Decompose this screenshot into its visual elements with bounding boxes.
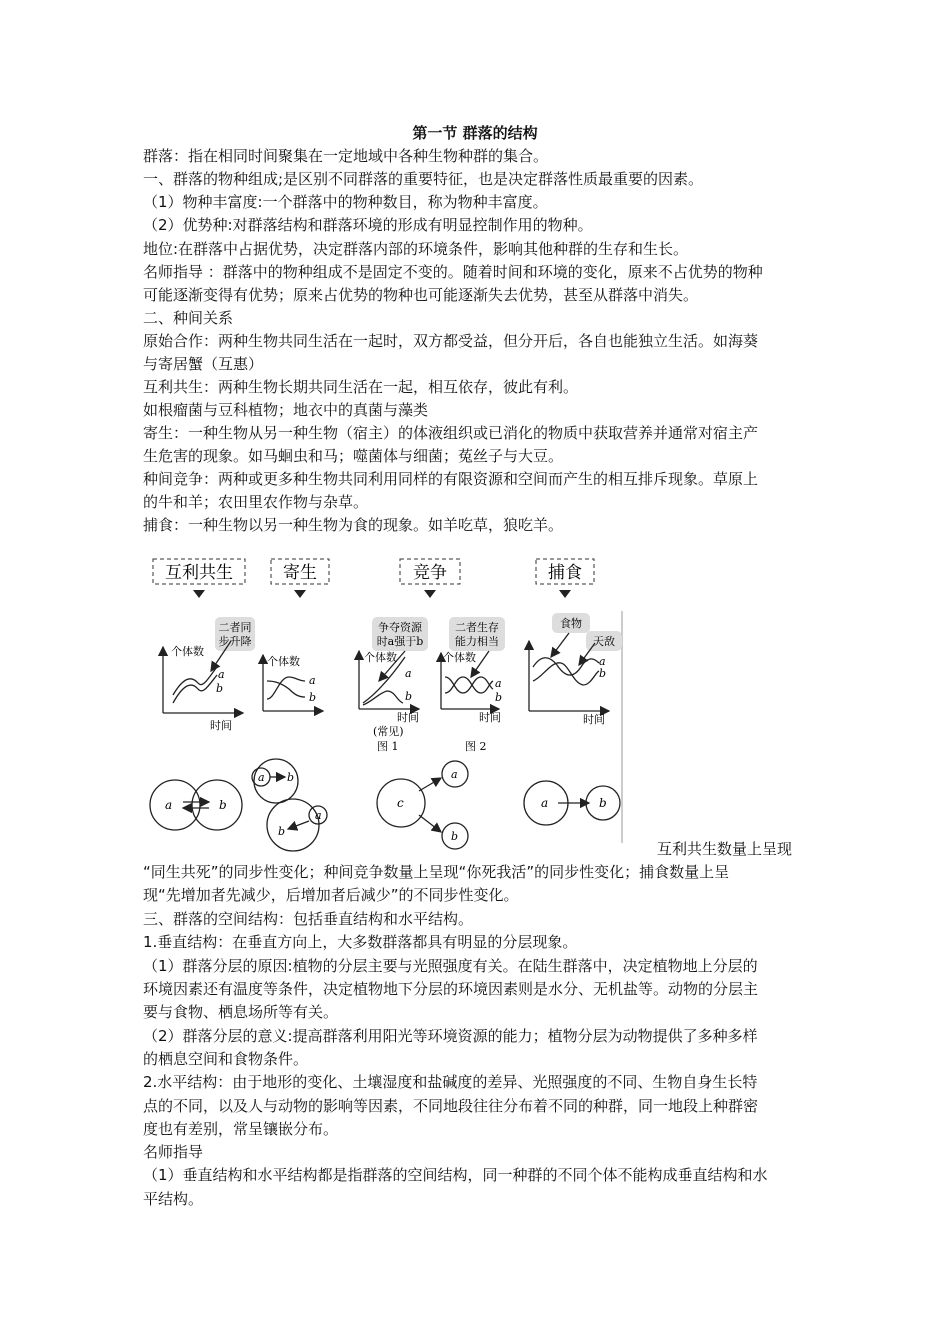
text-line: 的栖息空间和食物条件。 xyxy=(143,1050,309,1068)
svg-text:a: a xyxy=(451,768,458,781)
text-line: （1）群落分层的原因:植物的分层主要与光照强度有关。在陆生群落中，决定植物地上分层的 xyxy=(143,957,758,975)
text-line: 的牛和羊；农田里农作物与杂草。 xyxy=(143,493,369,511)
svg-text:二者同: 二者同 xyxy=(218,621,252,634)
svg-text:b: b xyxy=(309,691,317,704)
text-line: 地位:在群落中占据优势，决定群落内部的环境条件，影响其他种群的生存和生长。 xyxy=(143,240,689,258)
svg-text:a: a xyxy=(599,655,606,668)
text-line: 互利共生：两种生物长期共同生活在一起，相互依存，彼此有利。 xyxy=(143,378,579,396)
svg-text:a: a xyxy=(258,771,265,784)
svg-text:b: b xyxy=(405,690,413,703)
caption-common: (常见) xyxy=(373,725,404,738)
text-line: （2）优势种:对群落结构和群落环境的形成有明显控制作用的物种。 xyxy=(143,216,593,234)
svg-text:天敌: 天敌 xyxy=(593,635,615,648)
page-title: 第一节 群落的结构 xyxy=(412,124,538,142)
text-line: 二、种间关系 xyxy=(143,309,234,327)
header-label: 捕食 xyxy=(548,563,582,583)
svg-text:a: a xyxy=(405,667,412,680)
svg-text:b: b xyxy=(216,682,224,695)
svg-text:食物: 食物 xyxy=(560,617,582,630)
text-line: 寄生：一种生物从另一种生物（宿主）的体液组织或已消化的物质中获取营养并通常对宿主产 xyxy=(143,424,759,442)
svg-text:b: b xyxy=(278,825,286,838)
header-parasitism xyxy=(271,559,329,598)
svg-text:能力相当: 能力相当 xyxy=(455,635,499,648)
text-line: 如根瘤菌与豆科植物；地衣中的真菌与藻类 xyxy=(143,401,429,419)
svg-text:个体数: 个体数 xyxy=(267,655,300,668)
header-competition xyxy=(400,559,460,598)
svg-text:b: b xyxy=(599,667,607,680)
text-line: 点的不同，以及人与动物的影响等因素，不同地段往往分布着不同的种群，同一地段上种群密 xyxy=(143,1097,759,1115)
svg-text:时间: 时间 xyxy=(397,711,419,724)
bubble-food xyxy=(552,613,590,633)
svg-text:b: b xyxy=(219,798,227,812)
svg-text:个体数: 个体数 xyxy=(364,651,397,664)
svg-text:b: b xyxy=(495,691,503,704)
text-line: 要与食物、栖息场所等有关。 xyxy=(143,1003,339,1021)
text-line: 与寄居蟹（互惠） xyxy=(143,355,264,373)
header-label: 竞争 xyxy=(413,563,447,583)
text-line: 2.水平结构：由于地形的变化、土壤湿度和盐碱度的差异、光照强度的不同、生物自身生长特 xyxy=(143,1073,758,1091)
svg-text:时间: 时间 xyxy=(479,711,501,724)
svg-text:b: b xyxy=(599,796,607,810)
header-label: 寄生 xyxy=(283,563,317,583)
text-line: 可能逐渐变得有优势；原来占优势的物种也可能逐渐失去优势，甚至从群落中消失。 xyxy=(143,286,699,304)
text-line: 度也有差别，常呈镶嵌分布。 xyxy=(143,1120,339,1138)
header-label: 互利共生 xyxy=(165,563,233,583)
side-text: 互利共生数量上呈现 xyxy=(657,840,793,858)
svg-text:a: a xyxy=(315,809,322,822)
svg-text:b: b xyxy=(451,830,459,843)
text-line: （1）垂直结构和水平结构都是指群落的空间结构，同一种群的不同个体不能构成垂直结构和水 xyxy=(143,1166,768,1184)
header-mutualism xyxy=(153,559,245,598)
text-line: 捕食：一种生物以另一种生物为食的现象。如羊吃草，狼吃羊。 xyxy=(143,516,564,534)
text-line: 生危害的现象。如马蛔虫和马；噬菌体与细菌；菟丝子与大豆。 xyxy=(143,447,564,465)
text-line: （1）物种丰富度:一个群落中的物种数目，称为物种丰富度。 xyxy=(143,193,548,211)
text-line: 种间竞争：两种或更多种生物共同利用同样的有限资源和空间而产生的相互排斥现象。草原上 xyxy=(143,470,759,488)
svg-text:b: b xyxy=(287,771,295,784)
svg-text:步升降: 步升降 xyxy=(218,635,252,648)
bubble-sync xyxy=(215,617,255,651)
y-axis-label: 个体数 xyxy=(171,645,204,658)
text-line: （2）群落分层的意义:提高群落利用阳光等环境资源的能力；植物分层为动物提供了多种多样 xyxy=(143,1027,758,1045)
x-axis-label: 时间 xyxy=(210,719,232,732)
svg-text:争夺资源: 争夺资源 xyxy=(378,621,422,634)
text-line: 名师指导 xyxy=(143,1143,204,1161)
svg-text:a: a xyxy=(309,674,316,687)
svg-text:二者生存: 二者生存 xyxy=(455,621,499,634)
svg-text:a: a xyxy=(218,668,225,681)
text-line: 群落：指在相同时间聚集在一定地域中各种生物种群的集合。 xyxy=(143,147,549,165)
header-predation xyxy=(536,559,594,598)
svg-text:c: c xyxy=(397,796,404,810)
circles-mutualism xyxy=(150,780,242,830)
text-line: 1.垂直结构：在垂直方向上，大多数群落都具有明显的分层现象。 xyxy=(143,933,578,951)
text-line: 原始合作：两种生物共同生活在一起时，双方都受益，但分开后，各自也能独立生活。如海葵 xyxy=(143,332,759,350)
caption-fig2: 图 2 xyxy=(465,740,487,753)
svg-text:时a强于b: 时a强于b xyxy=(376,635,424,648)
text-line: 名师指导 ：群落中的物种组成不是固定不变的。随着时间和环境的变化，原来不占优势的物种 xyxy=(143,263,763,281)
text-line: 三、群落的空间结构：包括垂直结构和水平结构。 xyxy=(143,910,474,928)
caption-fig1: 图 1 xyxy=(377,740,399,753)
text-line: 环境因素还有温度等条件，决定植物地下分层的环境因素则是水分、无机盐等。动物的分层主 xyxy=(143,980,759,998)
svg-text:时间: 时间 xyxy=(583,713,605,726)
svg-text:个体数: 个体数 xyxy=(443,651,476,664)
svg-text:a: a xyxy=(495,677,502,690)
text-line: “同生共死”的同步性变化；种间竞争数量上呈现“你死我活”的同步性变化；捕食数量上呈 xyxy=(143,863,730,881)
bubble-compete-strong xyxy=(372,617,428,651)
species-relations-figure xyxy=(143,553,643,858)
svg-text:a: a xyxy=(541,796,549,810)
text-line: 现“先增加者先减少，后增加者后减少”的不同步性变化。 xyxy=(143,886,519,904)
text-line: 一、群落的物种组成;是区别不同群落的重要特征，也是决定群落性质最重要的因素。 xyxy=(143,170,704,188)
text-line: 平结构。 xyxy=(143,1190,204,1208)
svg-text:a: a xyxy=(165,798,173,812)
bubble-compete-equal xyxy=(449,617,505,651)
